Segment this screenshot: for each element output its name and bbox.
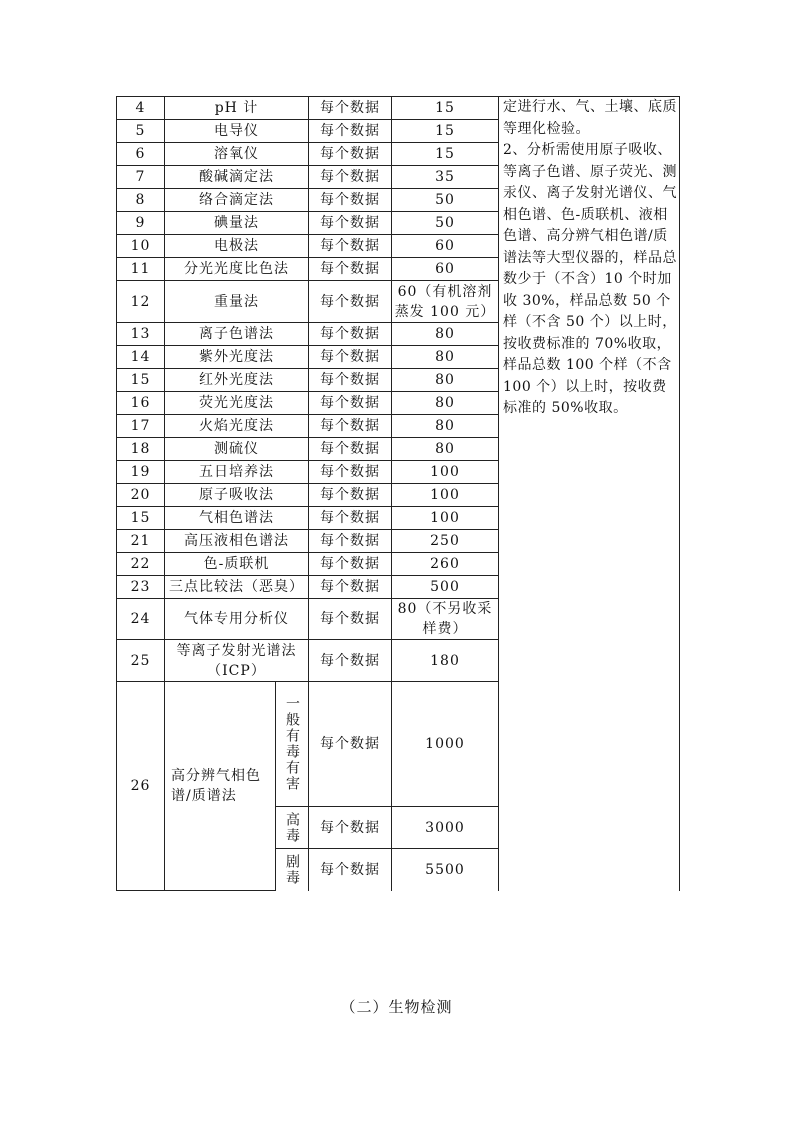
price-cell: 15: [392, 143, 499, 166]
price-cell: 100: [392, 507, 499, 530]
unit-cell: 每个数据: [309, 415, 392, 438]
unit-cell: 每个数据: [309, 235, 392, 258]
unit-cell: 每个数据: [309, 166, 392, 189]
unit-cell: 每个数据: [309, 576, 392, 599]
row-number-cell: 5: [117, 120, 165, 143]
price-cell: 80（不另收采样费）: [392, 599, 499, 640]
price-cell: 500: [392, 576, 499, 599]
method-cell: 高压液相色谱法: [165, 530, 309, 553]
price-cell: 80: [392, 346, 499, 369]
row-number-cell: 4: [117, 97, 165, 120]
price-cell: 80: [392, 323, 499, 346]
unit-cell: 每个数据: [309, 346, 392, 369]
price-cell: 50: [392, 189, 499, 212]
row-number-cell: 10: [117, 235, 165, 258]
method-cell: 气体专用分析仪: [165, 599, 309, 640]
unit-cell: 每个数据: [309, 599, 392, 640]
method-cell: 火焰光度法: [165, 415, 309, 438]
unit-cell: 每个数据: [309, 212, 392, 235]
table-bottom-edge: [116, 900, 682, 902]
row-number-cell: 15: [117, 507, 165, 530]
method-cell: 等离子发射光谱法（ICP）: [165, 640, 309, 682]
price-cell: 3000: [392, 807, 499, 849]
unit-cell: 每个数据: [309, 189, 392, 212]
row-number-cell: 6: [117, 143, 165, 166]
row-number-cell: 13: [117, 323, 165, 346]
method-cell: 三点比较法（恶臭）: [165, 576, 309, 599]
unit-cell: 每个数据: [309, 849, 392, 891]
toxicity-level-cell: 剧毒: [276, 849, 309, 891]
method-cell: 重量法: [165, 281, 309, 323]
unit-cell: 每个数据: [309, 530, 392, 553]
row-number-cell: 17: [117, 415, 165, 438]
price-cell: 50: [392, 212, 499, 235]
row-number-cell: 11: [117, 258, 165, 281]
method-cell: 荧光光度法: [165, 392, 309, 415]
row-number-cell: 14: [117, 346, 165, 369]
price-cell: 15: [392, 120, 499, 143]
unit-cell: 每个数据: [309, 281, 392, 323]
unit-cell: 每个数据: [309, 120, 392, 143]
price-cell: 80: [392, 415, 499, 438]
unit-cell: 每个数据: [309, 97, 392, 120]
method-cell: 红外光度法: [165, 369, 309, 392]
method-cell: 分光光度比色法: [165, 258, 309, 281]
unit-cell: 每个数据: [309, 143, 392, 166]
row-number-cell: 9: [117, 212, 165, 235]
method-cell: 电极法: [165, 235, 309, 258]
method-cell: 电导仪: [165, 120, 309, 143]
price-cell: 60: [392, 258, 499, 281]
price-cell: 35: [392, 166, 499, 189]
unit-cell: 每个数据: [309, 461, 392, 484]
row-number-cell: 16: [117, 392, 165, 415]
price-cell: 1000: [392, 682, 499, 807]
table-row: [117, 97, 680, 120]
method-cell: 高分辨气相色谱/质谱法: [165, 682, 276, 891]
unit-cell: 每个数据: [309, 392, 392, 415]
row-number-cell: 24: [117, 599, 165, 640]
unit-cell: 每个数据: [309, 553, 392, 576]
section-caption: （二）生物检测: [340, 998, 453, 1016]
pricing-table: [116, 96, 680, 891]
price-cell: 100: [392, 461, 499, 484]
unit-cell: 每个数据: [309, 369, 392, 392]
row-number-cell: 26: [117, 682, 165, 891]
method-cell: 气相色谱法: [165, 507, 309, 530]
method-cell: 溶氧仪: [165, 143, 309, 166]
unit-cell: 每个数据: [309, 484, 392, 507]
row-number-cell: 15: [117, 369, 165, 392]
toxicity-level-cell: 高毒: [276, 807, 309, 849]
price-cell: 100: [392, 484, 499, 507]
method-cell: 测硫仪: [165, 438, 309, 461]
unit-cell: 每个数据: [309, 438, 392, 461]
method-cell: 五日培养法: [165, 461, 309, 484]
row-number-cell: 19: [117, 461, 165, 484]
notes-cell: 定进行水、气、土壤、底质等理化检验。 2、分析需使用原子吸收、等离子色谱、原子荧光、测汞仪、离子发射光谱仪、气相色谱、色-质联机、液相色谱、高分辨气相色谱/质谱法等大型仪器的，样品总数少于（不含）10 个时加收 30%，样品总数 50 个样（不含 50 个）以上时，按收费标准的 70%收取，样品总数 100 个样（不含 100 个）以上时，按收费标准的 50%收取。: [499, 97, 680, 891]
method-cell: pH 计: [165, 97, 309, 120]
row-number-cell: 21: [117, 530, 165, 553]
price-cell: 60（有机溶剂蒸发 100 元）: [392, 281, 499, 323]
unit-cell: 每个数据: [309, 258, 392, 281]
method-cell: 碘量法: [165, 212, 309, 235]
toxicity-level-cell: 一般有毒有害: [276, 682, 309, 807]
unit-cell: 每个数据: [309, 640, 392, 682]
method-cell: 离子色谱法: [165, 323, 309, 346]
price-cell: 5500: [392, 849, 499, 891]
price-cell: 250: [392, 530, 499, 553]
method-cell: 络合滴定法: [165, 189, 309, 212]
price-cell: 80: [392, 438, 499, 461]
method-cell: 色-质联机: [165, 553, 309, 576]
price-cell: 260: [392, 553, 499, 576]
unit-cell: 每个数据: [309, 807, 392, 849]
row-number-cell: 23: [117, 576, 165, 599]
method-cell: 紫外光度法: [165, 346, 309, 369]
row-number-cell: 20: [117, 484, 165, 507]
unit-cell: 每个数据: [309, 682, 392, 807]
row-number-cell: 18: [117, 438, 165, 461]
price-cell: 180: [392, 640, 499, 682]
row-number-cell: 25: [117, 640, 165, 682]
price-cell: 80: [392, 392, 499, 415]
method-cell: 原子吸收法: [165, 484, 309, 507]
unit-cell: 每个数据: [309, 507, 392, 530]
row-number-cell: 8: [117, 189, 165, 212]
price-cell: 80: [392, 369, 499, 392]
price-cell: 15: [392, 97, 499, 120]
row-number-cell: 12: [117, 281, 165, 323]
method-cell: 酸碱滴定法: [165, 166, 309, 189]
row-number-cell: 7: [117, 166, 165, 189]
price-cell: 60: [392, 235, 499, 258]
unit-cell: 每个数据: [309, 323, 392, 346]
row-number-cell: 22: [117, 553, 165, 576]
